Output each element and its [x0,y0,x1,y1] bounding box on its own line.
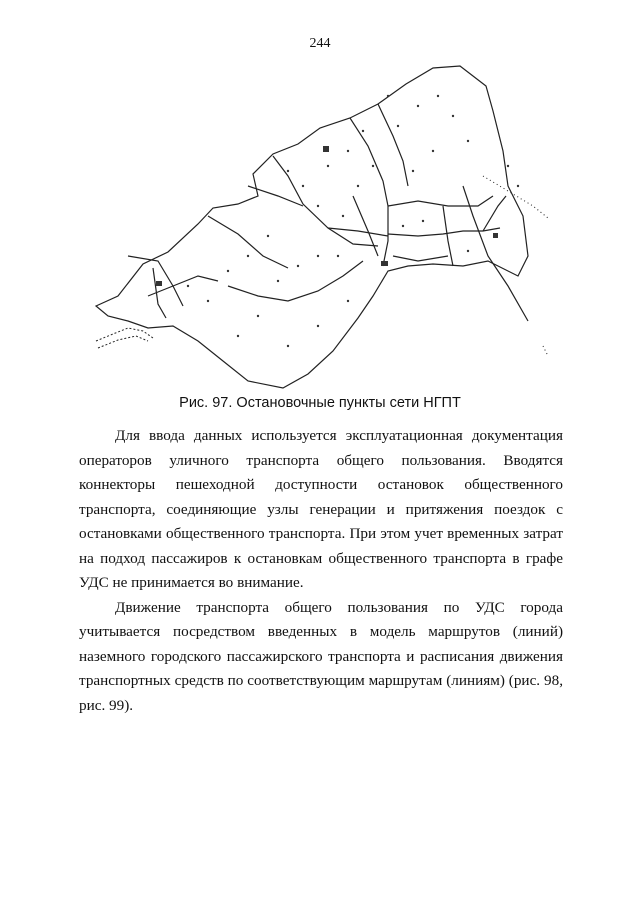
network-boundary [96,66,528,388]
text-line: Движение транспорта общего пользования по УДС города [115,598,563,616]
map-drawing [88,56,558,391]
text-line: операторов уличного транспорта общего пользования. Вводятся [79,451,563,469]
body-text [79,424,563,718]
text-line: УДС не принимается во внимание. [79,574,304,591]
text-line: транспорта, соединяющие узлы генерации и притяжения поездок с [79,500,563,518]
text-line: рис. 99). [79,696,134,714]
text-line: Для ввода данных используется эксплуатационная документация [115,427,563,444]
transport-network-map [88,56,558,391]
paragraph-1 [79,424,563,596]
text-line: транспортных средств по соответствующим маршрутам (линиям) (рис. 98, [79,672,563,689]
text-line: учитывается посредством введенных в модель маршрутов (линий) [79,623,563,640]
paragraph-2 [79,596,563,719]
text-line: на подход пассажиров к остановкам общественного транспорта в графе [79,549,563,567]
text-line: коннекторы пешеходной доступности остановок общественного [79,476,563,493]
text-line: остановками общественного транспорта. При этом учет временных затрат [79,525,563,542]
page-number: 244 [309,36,331,51]
figure-caption: Рис. 97. Остановочные пункты сети НГПТ [179,395,461,411]
text-line: наземного городского пассажирского транспорта и расписания движения [79,647,563,665]
